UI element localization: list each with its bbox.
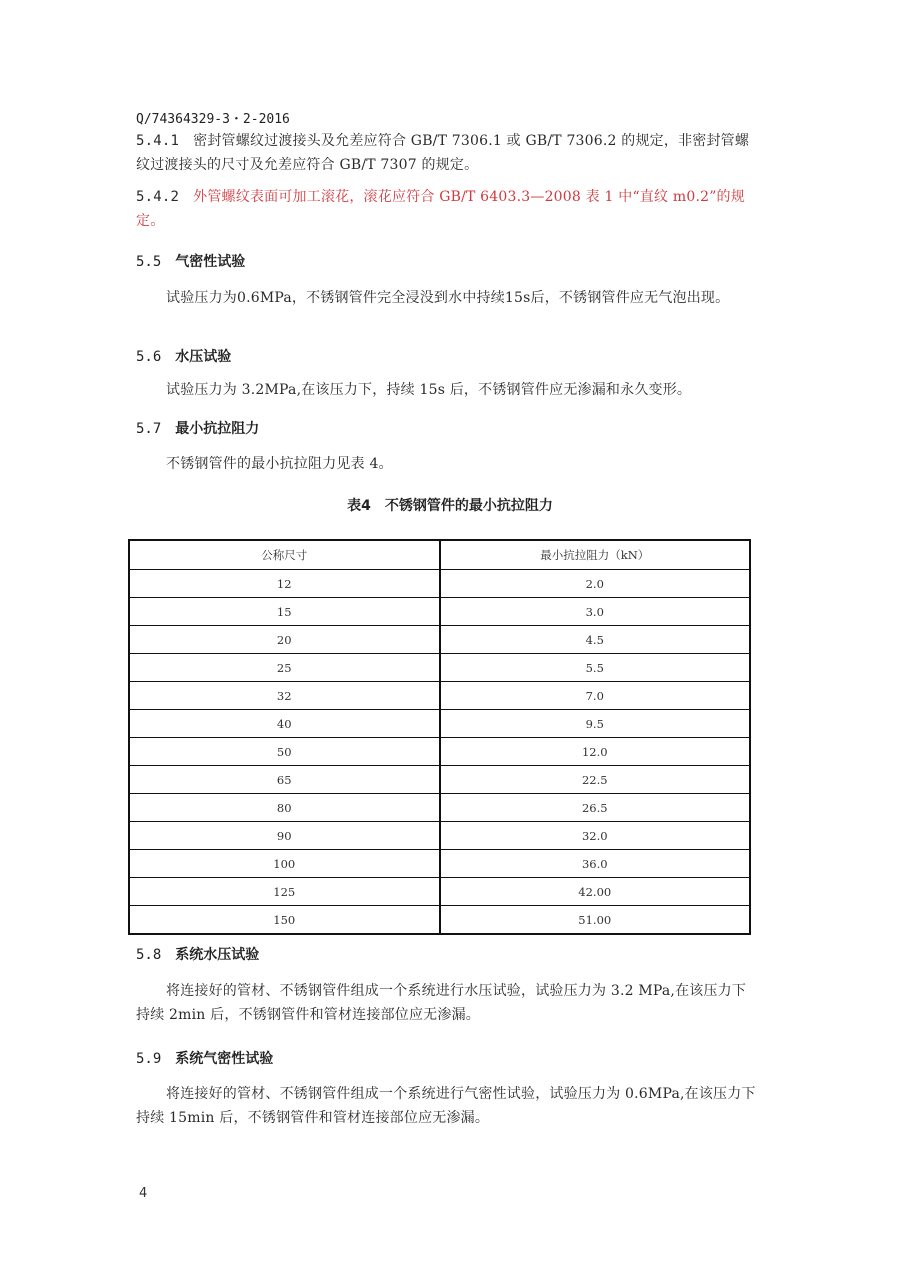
section-title: 水压试验 — [175, 349, 232, 365]
tensile-resistance-table — [128, 539, 751, 935]
table-row — [129, 794, 750, 822]
table-row — [129, 682, 750, 710]
nominal-size-cell: 32 — [129, 682, 440, 710]
table-row — [129, 598, 750, 626]
tensile-value-cell: 2.0 — [440, 570, 751, 598]
clause-5-4-1 — [136, 129, 756, 177]
clause-5-4-2 — [136, 185, 756, 233]
table-row — [129, 570, 750, 598]
nominal-size-cell: 150 — [129, 906, 440, 935]
section-5-8-heading — [136, 944, 259, 964]
table-number: 表4 — [347, 498, 371, 514]
table-row — [129, 850, 750, 878]
nominal-size-cell: 125 — [129, 878, 440, 906]
section-5-9-heading — [136, 1048, 273, 1068]
section-number: 5.5 — [136, 254, 162, 270]
tensile-value-cell: 26.5 — [440, 794, 751, 822]
section-5-5-body: 试验压力为0.6MPa，不锈钢管件完全浸没到水中持续15s后，不锈钢管件应无气泡出现。 — [166, 290, 730, 306]
nominal-size-cell: 65 — [129, 766, 440, 794]
section-5-8-body: 将连接好的管材、不锈钢管件组成一个系统进行水压试验，试验压力为 3.2 MPa,在该压力下持续 2min 后，不锈钢管件和管材连接部位应无渗漏。 — [136, 983, 747, 1023]
standard-code: Q/74364329-3・2-2016 — [136, 112, 290, 127]
tensile-value-cell: 7.0 — [440, 682, 751, 710]
tensile-value-cell: 4.5 — [440, 626, 751, 654]
tensile-value-cell: 51.00 — [440, 906, 751, 935]
section-number: 5.6 — [136, 349, 162, 365]
table-row — [129, 710, 750, 738]
tensile-value-cell: 9.5 — [440, 710, 751, 738]
section-5-7-body: 不锈钢管件的最小抗拉阻力见表 4。 — [166, 456, 393, 472]
nominal-size-cell: 100 — [129, 850, 440, 878]
table-row — [129, 766, 750, 794]
nominal-size-cell: 20 — [129, 626, 440, 654]
section-title: 系统气密性试验 — [175, 1051, 274, 1067]
nominal-size-cell: 90 — [129, 822, 440, 850]
section-5-5-heading — [136, 251, 245, 271]
tensile-value-cell: 36.0 — [440, 850, 751, 878]
section-title: 最小抗拉阻力 — [175, 421, 260, 437]
nominal-size-cell: 12 — [129, 570, 440, 598]
nominal-size-cell: 25 — [129, 654, 440, 682]
nominal-size-cell: 40 — [129, 710, 440, 738]
section-title: 系统水压试验 — [175, 947, 260, 963]
tensile-value-cell: 12.0 — [440, 738, 751, 766]
clause-text: 密封管螺纹过渡接头及允差应符合 GB/T 7306.1 或 GB/T 7306.2 的规定，非密封管螺纹过渡接头的尺寸及允差应符合 GB/T 7307 的规定。 — [136, 133, 750, 173]
tensile-value-cell: 3.0 — [440, 598, 751, 626]
table-row — [129, 626, 750, 654]
table-row — [129, 906, 750, 935]
nominal-size-cell: 50 — [129, 738, 440, 766]
nominal-size-cell: 80 — [129, 794, 440, 822]
section-5-9-body: 将连接好的管材、不锈钢管件组成一个系统进行气密性试验，试验压力为 0.6MPa,在该压力下持续 15min 后，不锈钢管件和管材连接部位应无渗漏。 — [136, 1086, 756, 1126]
table-title: 不锈钢管件的最小抗拉阻力 — [384, 498, 553, 514]
tensile-value-cell: 42.00 — [440, 878, 751, 906]
section-number: 5.9 — [136, 1051, 162, 1067]
clause-text-highlighted: 外管螺纹表面可加工滚花，滚花应符合 GB/T 6403.3—2008 表 1 中“直纹 m0.2”的规定。 — [136, 189, 745, 229]
tensile-value-cell: 5.5 — [440, 654, 751, 682]
header-nominal-size: 公称尺寸 — [129, 540, 440, 570]
page-number: 4 — [139, 1186, 148, 1201]
table-caption — [0, 495, 900, 515]
header-min-tensile: 最小抗拉阻力（kN） — [440, 540, 751, 570]
table-header-row — [129, 540, 750, 570]
section-5-6-heading — [136, 346, 231, 366]
section-5-7-heading — [136, 418, 259, 438]
table-row — [129, 878, 750, 906]
table-row — [129, 654, 750, 682]
clause-number: 5.4.1 — [136, 133, 180, 149]
tensile-value-cell: 22.5 — [440, 766, 751, 794]
section-title: 气密性试验 — [175, 254, 246, 270]
table-row — [129, 738, 750, 766]
section-number: 5.7 — [136, 421, 162, 437]
section-5-6-body: 试验压力为 3.2MPa,在该压力下，持续 15s 后，不锈钢管件应无渗漏和永久变形。 — [166, 382, 692, 398]
clause-number: 5.4.2 — [136, 189, 180, 205]
tensile-value-cell: 32.0 — [440, 822, 751, 850]
table-row — [129, 822, 750, 850]
section-number: 5.8 — [136, 947, 162, 963]
nominal-size-cell: 15 — [129, 598, 440, 626]
